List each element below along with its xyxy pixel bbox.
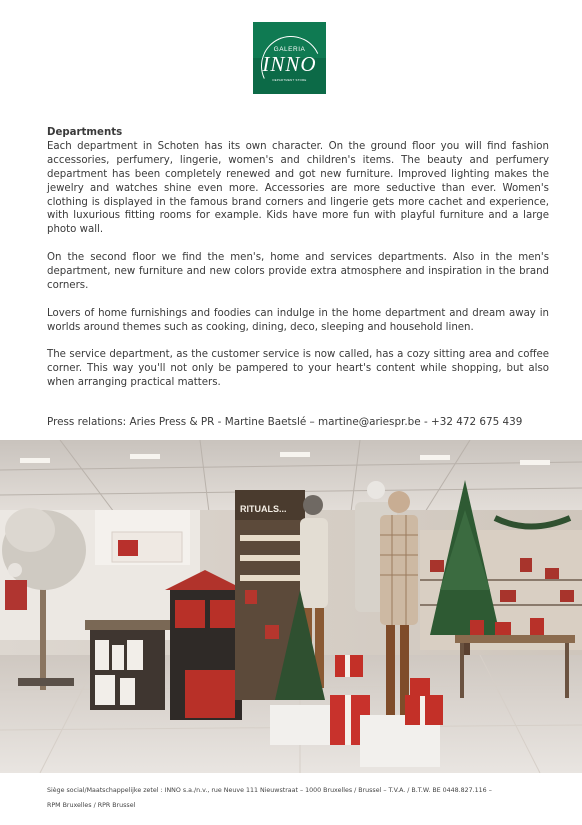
- store-interior-photo: [0, 440, 582, 773]
- rituals-sign: RITUALS...: [240, 504, 287, 514]
- footer-legal: [47, 783, 567, 813]
- section-heading: Departments: [47, 127, 123, 138]
- logo-tagline-text: DEPARTMENT STORE: [272, 78, 307, 82]
- logo-galeria-text: GALERIA: [273, 46, 306, 53]
- footer-line-1: Siège social/Maatschappelijke zetel : INNO s.a./n.v., rue Neuve 111 Nieuwstraat – 1000 Bruxelles / Brussel – T.V.A. / B.T.W. BE 0448.827.116 –: [47, 787, 492, 794]
- galeria-inno-logo: [253, 22, 326, 94]
- paragraph-1: Each department in Schoten has its own character. On the ground floor you will find fashion accessories, perfumery, lingerie, women's and children's items. The beauty and perfumery department has been completely renewed and got new furniture. Improved lighting makes the jewelry and watches shine even more. Accessories are more seductive than ever. Women's clothing is displayed in the famous brand corners and lingerie gets more cachet and experience, with luxurious fitting rooms for example. Kids have more fun with playful furniture and a large photo wall.: [47, 140, 549, 236]
- logo-inno-text: INNO: [262, 52, 317, 76]
- paragraph-3: Lovers of home furnishings and foodies can indulge in the home department and dream away in worlds around themes such as cooking, dining, deco, sleeping and household linen.: [47, 307, 549, 333]
- footer-line-2: RPM Bruxelles / RPR Brussel: [47, 802, 136, 809]
- paragraph-2: On the second floor we find the men's, home and services departments. Also in the men's department, new furniture and new colors provide extra atmosphere and inspiration in the brand corners.: [47, 252, 549, 291]
- paragraph-4: The service department, as the customer service is now called, has a cozy sitting area and coffee corner. This way you'll not only be pampered to your heart's content while shopping, but also when arranging practical matters.: [47, 349, 549, 389]
- article-body: [47, 126, 549, 404]
- press-relations-line: Press relations: Aries Press & PR - Martine Baetslé – martine@ariespr.be - +32 472 675 439: [47, 416, 523, 428]
